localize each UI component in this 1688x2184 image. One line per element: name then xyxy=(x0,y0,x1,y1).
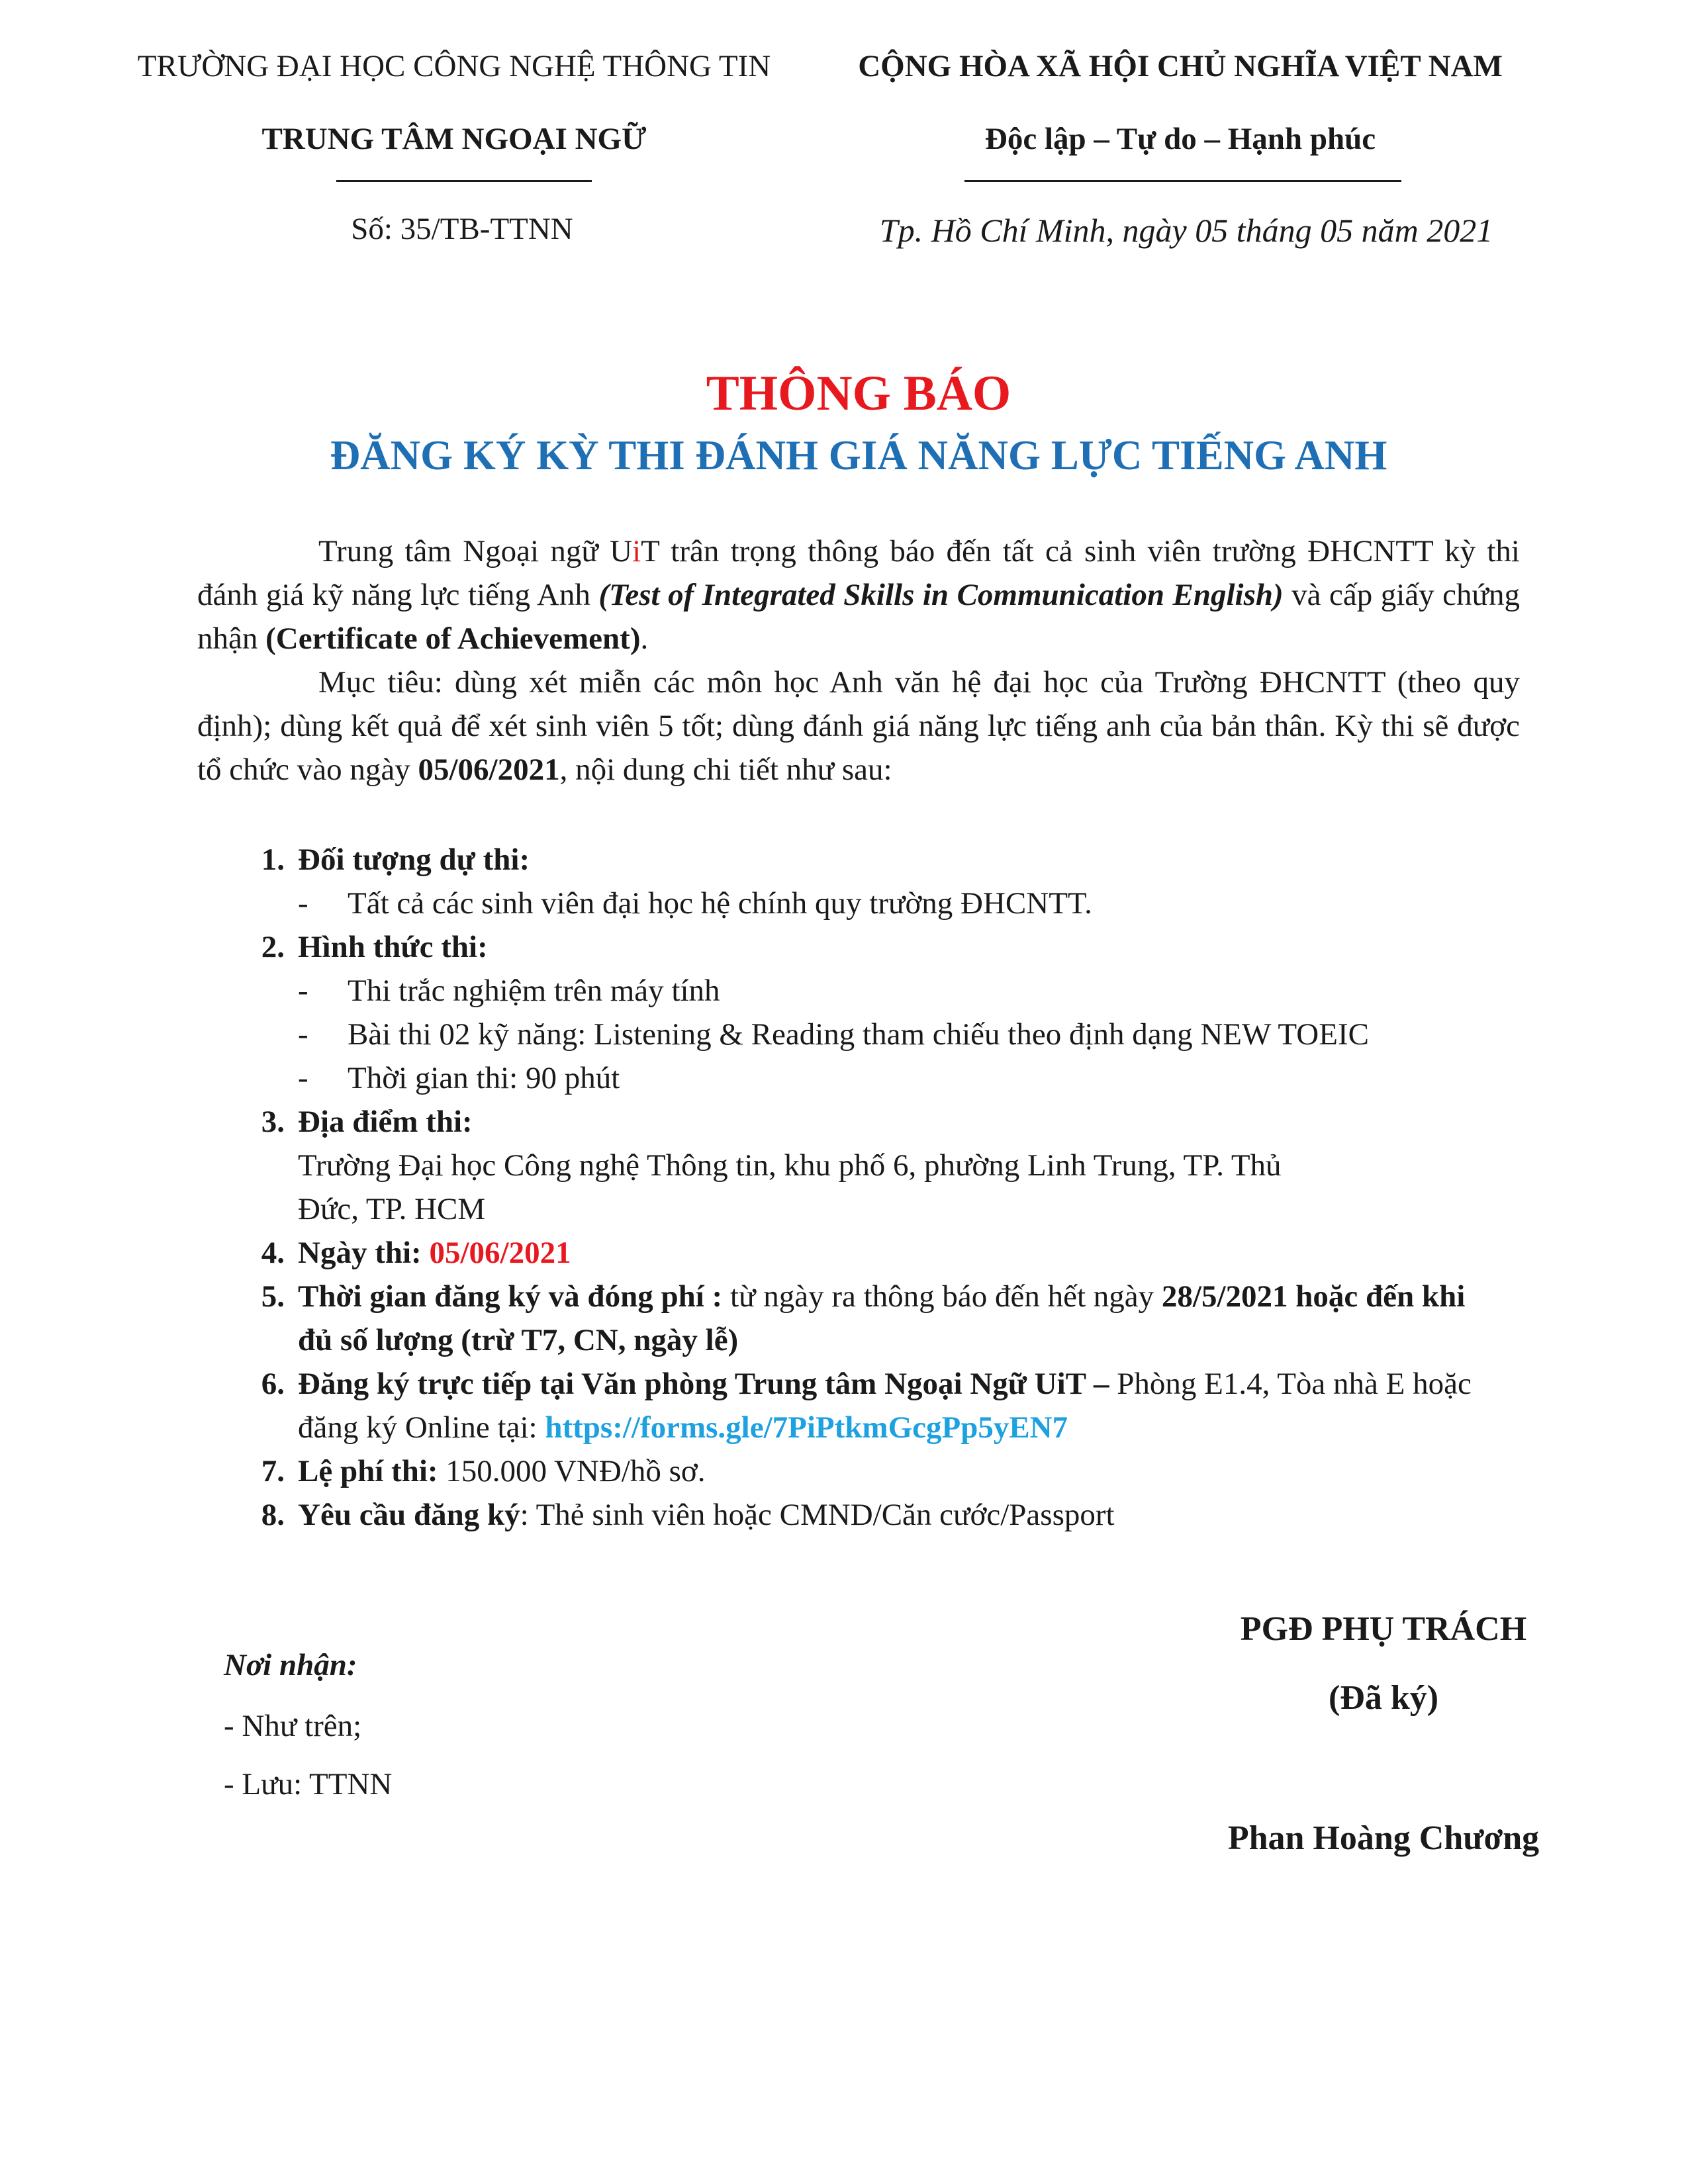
center-name: TRUNG TÂM NGOẠI NGỮ xyxy=(261,122,647,156)
recipient-line-1: - Như trên; xyxy=(224,1709,362,1743)
list-subitem: - Bài thi 02 kỹ năng: Listening & Reading tham chiếu theo định dạng NEW TOEIC xyxy=(298,1017,1369,1052)
notice-subtitle: ĐĂNG KÝ KỲ THI ĐÁNH GIÁ NĂNG LỰC TIẾNG ANH xyxy=(330,432,1387,478)
recipients-label: Nơi nhận: xyxy=(224,1648,357,1682)
list-item-exam-date: 4. Ngày thi: 05/06/2021 xyxy=(261,1236,571,1270)
details-list xyxy=(245,838,1529,1537)
intro-section xyxy=(197,529,1520,792)
national-motto: Độc lập – Tự do – Hạnh phúc xyxy=(984,122,1376,156)
intro-paragraph-1: Trung tâm Ngoại ngữ UiT trân trọng thông báo đến tất cả sinh viên trường ĐHCNTT kỳ thi đánh giá kỹ năng lực tiếng Anh (Test of Integrated Skills in Communication English) và cấp giấy chứng nhận (Certificate of Achievement). xyxy=(197,534,1520,656)
list-item-registration-period: 5. Thời gian đăng ký và đóng phí : từ ngày ra thông báo đến hết ngày 28/5/2021 hoặc đến khi đủ số lượng (trừ T7, CN, ngày lễ) xyxy=(261,1279,1466,1357)
date-line: Tp. Hồ Chí Minh, ngày 05 tháng 05 năm 2021 xyxy=(879,212,1493,249)
list-item-registration-place: 6. Đăng ký trực tiếp tại Văn phòng Trung tâm Ngoại Ngữ UiT – Phòng E1.4, Tòa nhà E hoặc đăng ký Online tại: https://forms.gle/7PiPtkmGcgPp5yEN7 xyxy=(261,1367,1472,1445)
list-item-participants: 1. Đối tượng dự thi: - Tất cả các sinh viên đại học hệ chính quy trường ĐHCNTT. xyxy=(245,838,1529,925)
school-name: TRƯỜNG ĐẠI HỌC CÔNG NGHỆ THÔNG TIN xyxy=(137,49,771,83)
list-item-requirements: 8. Yêu cầu đăng ký: Thẻ sinh viên hoặc CMND/Căn cước/Passport xyxy=(261,1498,1115,1532)
registration-form-link[interactable]: https://forms.gle/7PiPtkmGcgPp5yEN7 xyxy=(545,1410,1068,1445)
recipient-line-2: - Lưu: TTNN xyxy=(224,1767,393,1801)
signer-name: Phan Hoàng Chương xyxy=(1227,1819,1540,1857)
list-subitem: - Thời gian thi: 90 phút xyxy=(298,1061,620,1095)
document-number: Số: 35/TB-TTNN xyxy=(351,212,573,246)
right-header-rule xyxy=(964,180,1401,182)
list-subitem: - Tất cả các sinh viên đại học hệ chính quy trường ĐHCNTT. xyxy=(298,886,1092,921)
intro-paragraph-2: Mục tiêu: dùng xét miễn các môn học Anh văn hệ đại học của Trường ĐHCNTT (theo quy định); dùng kết quả để xét sinh viên 5 tốt; dùng đánh giá năng lực tiếng anh của bản thân. Kỳ thi sẽ được tổ chức vào ngày 05/06/2021, nội dung chi tiết như sau: xyxy=(197,665,1520,787)
signed-status: (Đã ký) xyxy=(1328,1679,1439,1717)
left-header-rule xyxy=(336,180,592,182)
notice-title: THÔNG BÁO xyxy=(706,366,1011,421)
national-title: CỘNG HÒA XÃ HỘI CHỦ NGHĨA VIỆT NAM xyxy=(858,49,1503,83)
list-item-exam-format: 2. Hình thức thi: - Thi trắc nghiệm trên máy tính - Bài thi 02 kỹ năng: Listening & Reading tham chiếu theo định dạng NEW TOEIC - Thời gian thi: 90 phút xyxy=(245,925,1529,1100)
list-item-fee: 7. Lệ phí thi: 150.000 VNĐ/hồ sơ. xyxy=(261,1454,706,1488)
signer-role: PGĐ PHỤ TRÁCH xyxy=(1240,1610,1527,1648)
list-item-location: 3. Địa điểm thi: Trường Đại học Công nghệ Thông tin, khu phố 6, phường Linh Trung, TP. Thủ Đức, TP. HCM xyxy=(261,1105,1282,1226)
list-subitem: - Thi trắc nghiệm trên máy tính xyxy=(298,974,720,1008)
